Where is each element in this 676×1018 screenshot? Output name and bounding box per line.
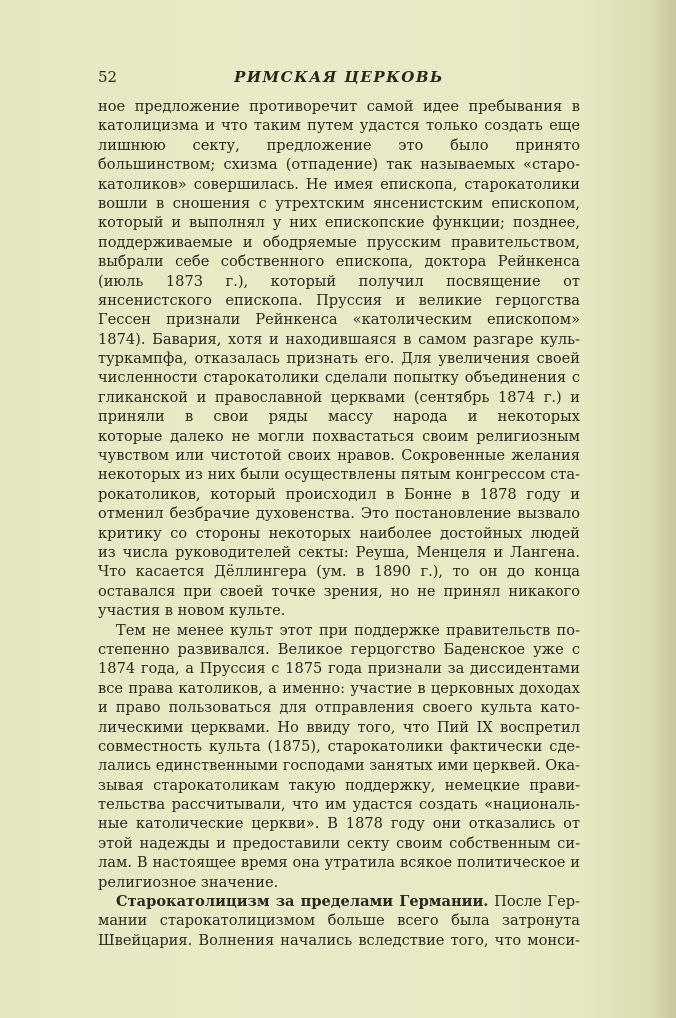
text-line: степенно развивался. Великое герцогство Баденское уже с bbox=[98, 640, 580, 658]
text-line: Что касается Дёллингера (ум. в 1890 г.), то он до конца bbox=[98, 563, 580, 581]
text-line: выбрали себе собственного епископа, доктора Рейнкенса bbox=[98, 253, 580, 271]
text-line: рокатоликов, который происходил в Бонне в 1878 году и bbox=[98, 485, 580, 503]
section-first-line-text: После Гер- bbox=[494, 893, 580, 911]
running-title: РИМСКАЯ ЦЕРКОВЬ bbox=[234, 68, 444, 86]
text-line: зывая старокатоликам такую поддержку, немецкие прави- bbox=[98, 776, 580, 794]
text-line: католиков» совершилась. Не имея епископа, старокатолики bbox=[98, 175, 580, 193]
text-line: мании старокатолицизмом больше всего была затронута bbox=[98, 912, 580, 930]
text-line: поддерживаемые и ободряемые прусским правительством, bbox=[98, 233, 580, 251]
page-header bbox=[98, 68, 580, 90]
text-line: все права католиков, а именно: участие в церковных доходах bbox=[98, 679, 580, 697]
text-line: гликанской и православной церквами (сентябрь 1874 г.) и bbox=[98, 388, 580, 406]
text-line: туркампфа, отказалась признать его. Для увеличения своей bbox=[98, 350, 580, 368]
text-line: лам. В настоящее время она утратила всякое политическое и bbox=[98, 854, 580, 872]
body-text bbox=[98, 97, 580, 950]
text-line: некоторых из них были осуществлены пятым конгрессом ста- bbox=[98, 466, 580, 484]
text-line: Тем не менее культ этот при поддержке правительств по- bbox=[116, 621, 580, 639]
text-line: 1874). Бавария, хотя и находившаяся в самом разгаре куль- bbox=[98, 330, 580, 348]
section-heading-line bbox=[98, 892, 580, 911]
text-line: вошли в сношения с утрехтским янсенистским епископом, bbox=[98, 194, 580, 212]
text-line: которые далеко не могли похвастаться своим религиозным bbox=[98, 427, 580, 445]
text-line: участия в новом культе. bbox=[98, 602, 286, 620]
text-line: Гессен признали Рейнкенса «католическим епископом» bbox=[98, 311, 580, 329]
page-number: 52 bbox=[98, 68, 118, 86]
text-line: 1874 года, а Пруссия с 1875 года признали за диссидентами bbox=[98, 660, 580, 678]
text-line: лическими церквами. Но ввиду того, что Пий IX воспретил bbox=[98, 718, 580, 736]
text-line: большинством; схизма (отпадение) так называемых «старо- bbox=[98, 156, 580, 174]
text-line: (июль 1873 г.), который получил посвящение от bbox=[98, 272, 580, 290]
text-line: и право пользоваться для отправления своего культа като- bbox=[98, 699, 580, 717]
text-line: отменил безбрачие духовенства. Это постановление вызвало bbox=[98, 505, 580, 523]
section-heading: Старокатолицизм за пределами Германии. bbox=[116, 893, 489, 911]
text-line: совместность культа (1875), старокатолики фактически сде- bbox=[98, 737, 580, 755]
text-line: тельства рассчитывали, что им удастся создать «националь- bbox=[98, 796, 580, 814]
text-line: чувством или чистотой своих нравов. Сокровенные желания bbox=[98, 447, 580, 465]
text-line: лались единственными господами занятых ими церквей. Ока- bbox=[98, 757, 580, 775]
text-line: из числа руководителей секты: Реуша, Менцеля и Лангена. bbox=[98, 543, 580, 561]
text-line: ные католические церкви». В 1878 году они отказались от bbox=[98, 815, 580, 833]
text-line: приняли в свои ряды массу народа и некоторых bbox=[98, 408, 580, 426]
text-line: оставался при своей точке зрения, но не принял никакого bbox=[98, 582, 580, 600]
text-line: Швейцария. Волнения начались вследствие того, что монси- bbox=[98, 931, 580, 949]
text-line: религиозное значение. bbox=[98, 873, 279, 891]
text-line: этой надежды и предоставили секту своим собственным си- bbox=[98, 834, 580, 852]
text-line: критику со стороны некоторых наиболее достойных людей bbox=[98, 524, 580, 542]
text-line: ное предложение противоречит самой идее пребывания в bbox=[98, 98, 580, 115]
text-line: янсенистского епископа. Пруссия и великие герцогства bbox=[98, 291, 580, 309]
text-line: который и выполнял у них епископские функции; позднее, bbox=[98, 214, 580, 232]
text-line: католицизма и что таким путем удастся только создать еще bbox=[98, 117, 580, 135]
text-line: лишнюю секту, предложение это было принято bbox=[98, 136, 580, 154]
text-line: численности старокатолики сделали попытку объединения с bbox=[98, 369, 580, 387]
